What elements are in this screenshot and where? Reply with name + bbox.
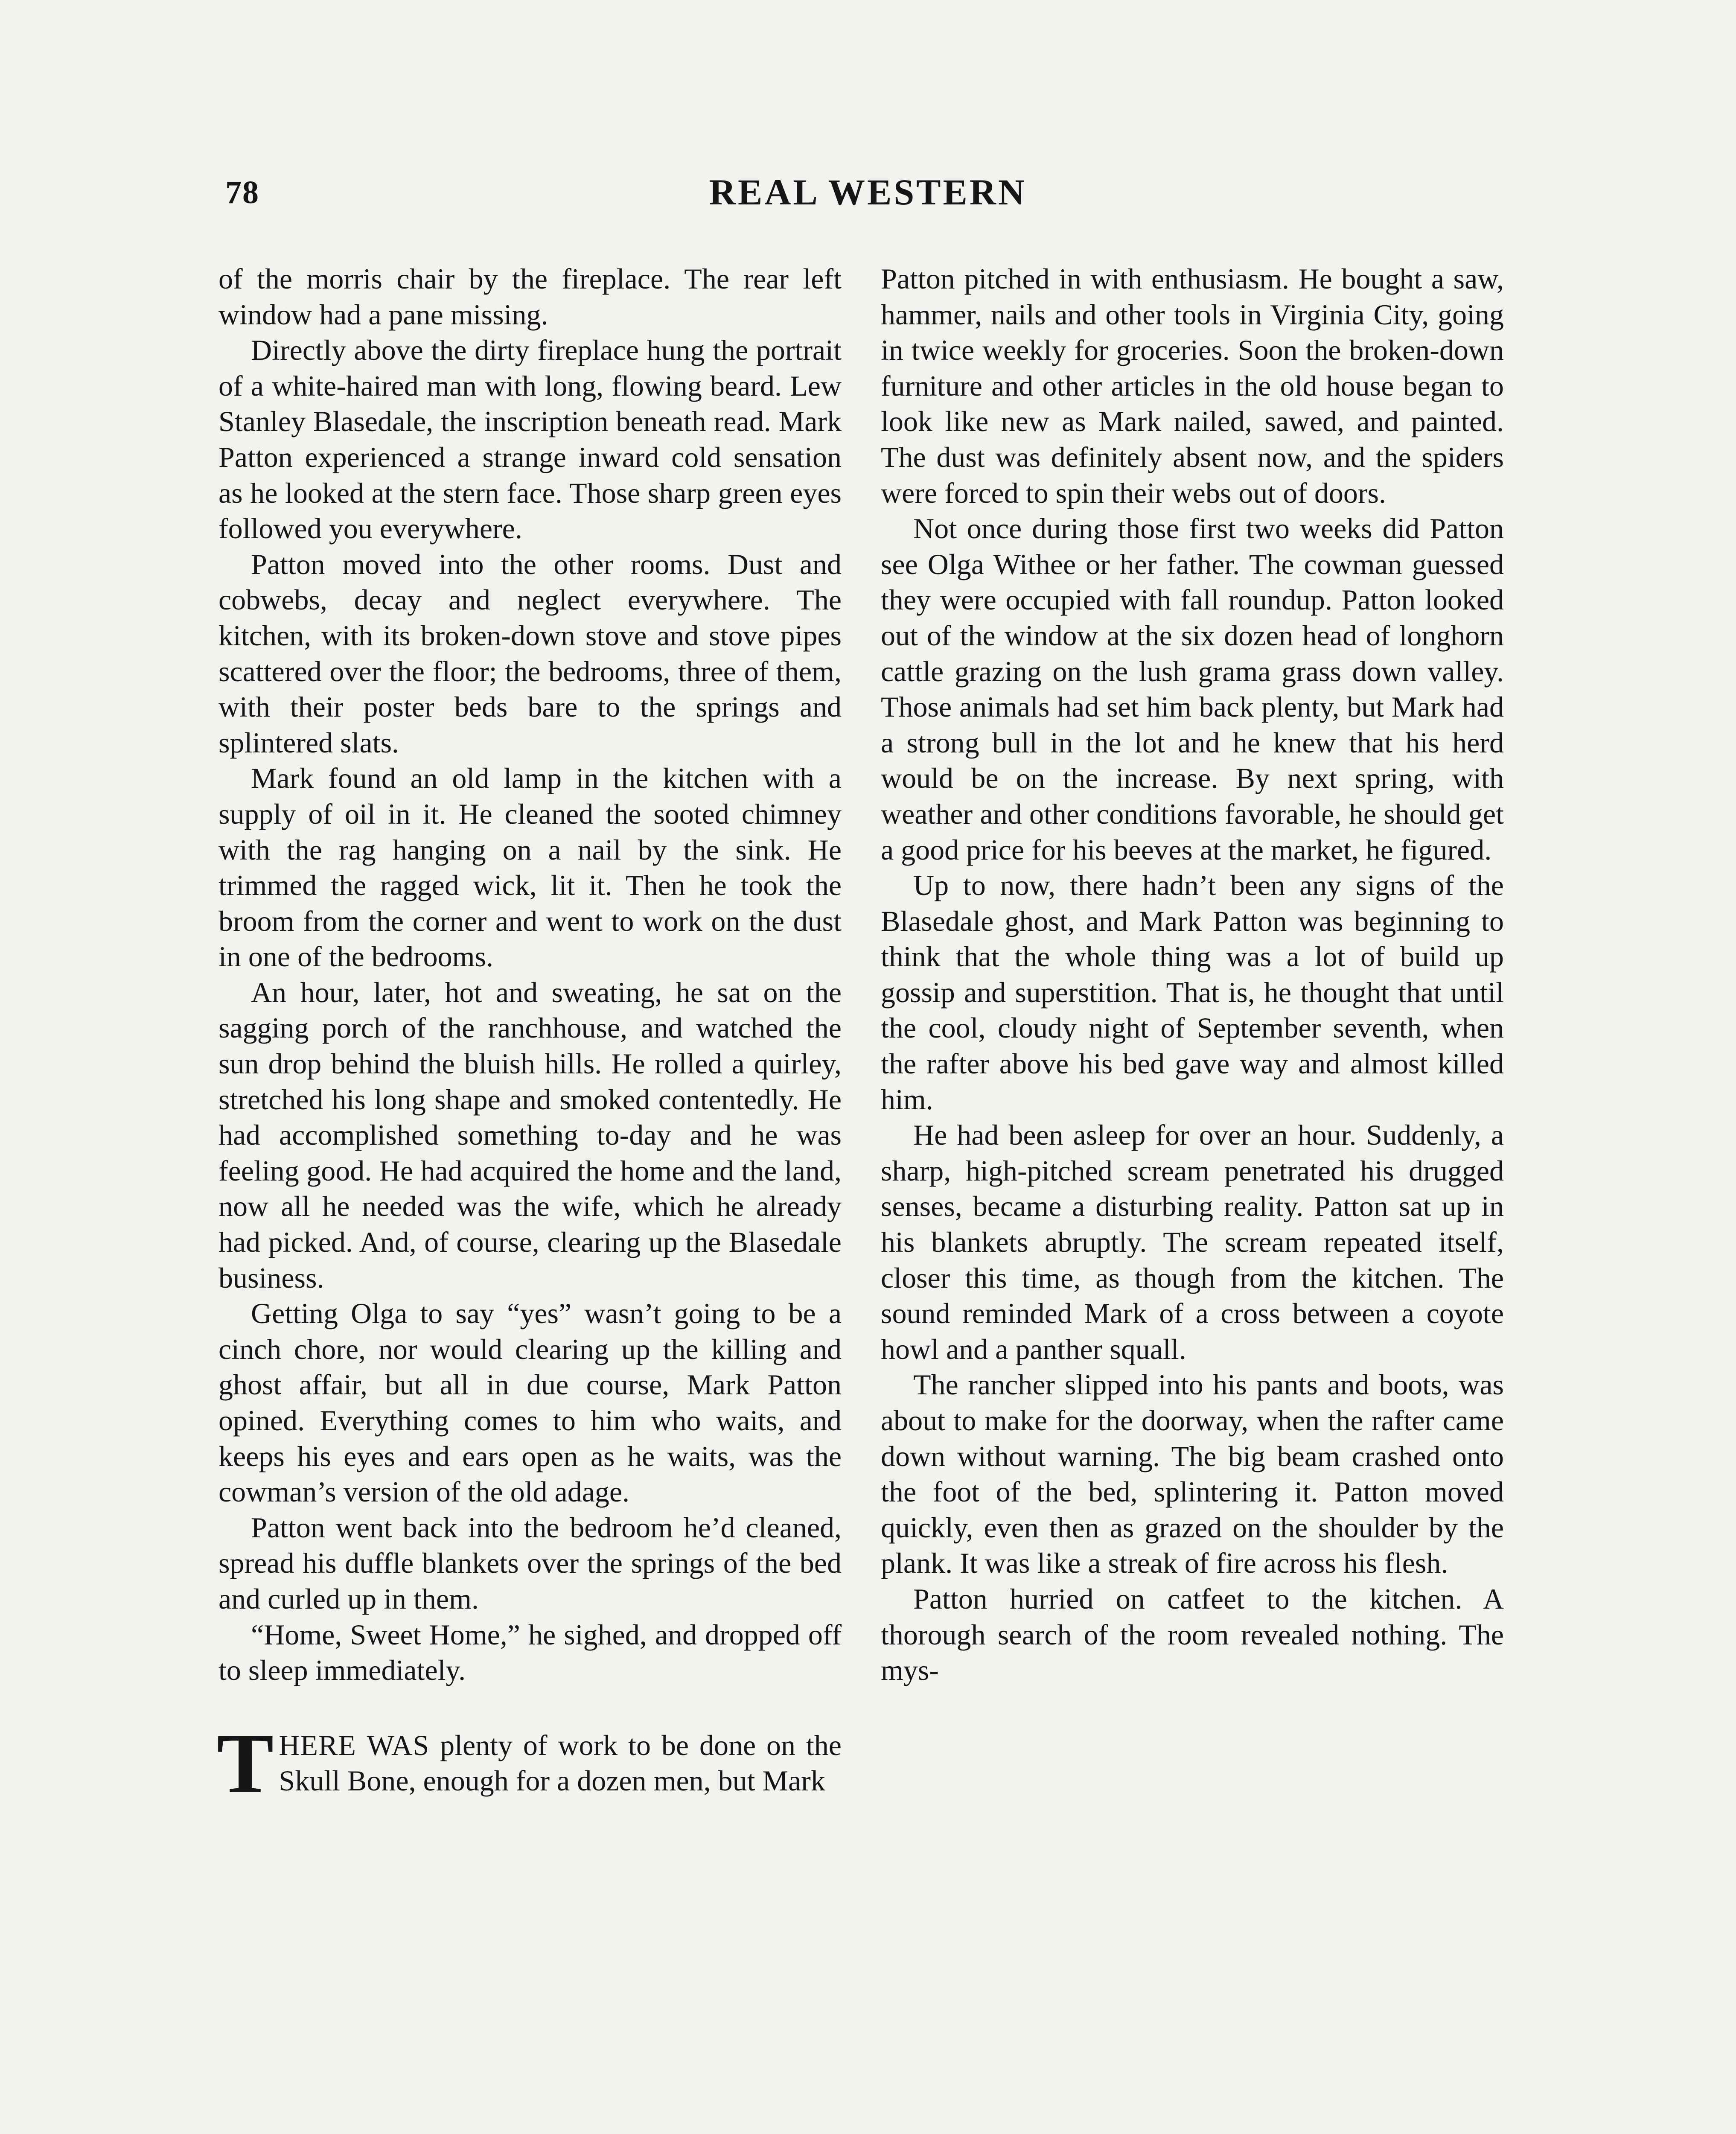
paragraph: Not once during those first two weeks did Patton see Olga Withee or her father. The cowman guessed they were occupied with fall roundup. Patton looked out of the window at the six dozen head of longhorn cattle grazing on the lush grama grass down valley. Those animals had set him back plenty, but Mark had a strong bull in the lot and he knew that his herd would be on the increase. By next spring, with weather and other conditions favorable, he should get a good price for his beeves at the market, he figured. (881, 512, 1504, 866)
paragraph: Directly above the dirty fireplace hung the portrait of a white-haired man with long, flowing beard. Lew Stanley Blasedale, the inscription beneath read. Mark Patton experienced a strange inward cold sensation as he looked at the stern face. Those sharp green eyes followed you everywhere. (218, 334, 842, 545)
page-header (0, 171, 1736, 222)
lead-in-words: HERE WAS (279, 1729, 430, 1761)
left-column (217, 261, 842, 1811)
paragraph: Patton pitched in with enthusiasm. He bought a saw, hammer, nails and other tools in Virginia City, going in twice weekly for groceries. Soon the broken-down furniture and other articles in the old house began to look like new as Mark nailed, sawed, and painted. The dust was definitely absent now, and the spiders were forced to spin their webs out of doors. (881, 262, 1504, 509)
paragraph: Patton went back into the bedroom he’d cleaned, spread his duffle blankets over the springs of the bed and curled up in them. (218, 1511, 842, 1615)
paragraph: Up to now, there hadn’t been any signs of the Blasedale ghost, and Mark Patton was beginning to think that the whole thing was a lot of build up gossip and superstition. That is, he thought that until the cool, cloudy night of September seventh, when the rafter above his bed gave way and almost killed him. (881, 869, 1504, 1116)
paragraph: Patton hurried on catfeet to the kitchen. A thorough search of the room revealed nothing. The mys- (881, 1582, 1504, 1687)
paragraph: The rancher slipped into his pants and boots, was about to make for the doorway, when the rafter came down without warning. The big beam crashed onto the foot of the bed, splintering it. Patton moved quickly, even then as grazed on the shoulder by the plank. It was like a streak of fire across his flesh. (881, 1368, 1504, 1580)
running-title: REAL WESTERN (709, 172, 1027, 213)
paragraph: of the morris chair by the fireplace. The rear left window had a pane missing. (218, 262, 842, 331)
paragraph: Patton moved into the other rooms. Dust and cobwebs, decay and neglect everywhere. The kitchen, with its broken-down stove and stove pipes scattered over the floor; the bedrooms, three of them, with their poster beds bare to the springs and splintered slats. (218, 548, 842, 759)
paragraph-text: plenty of work to be done on the Skull Bone, enough for a dozen men, but Mark (279, 1729, 842, 1797)
paragraph: “Home, Sweet Home,” he sighed, and dropped off to sleep immediately. (218, 1618, 842, 1687)
drop-cap: T (217, 1716, 274, 1811)
paragraph: An hour, later, hot and sweating, he sat on the sagging porch of the ranchhouse, and watched the sun drop behind the bluish hills. He rolled a quirley, stretched his long shape and smoked contentedly. He had accomplished something to-day and he was feeling good. He had acquired the home and the land, now all he needed was the wife, which he already had picked. And, of course, clearing up the Blasedale business. (218, 976, 842, 1294)
paragraph: Getting Olga to say “yes” wasn’t going to be a cinch chore, nor would clearing up the killing and ghost affair, but all in due course, Mark Patton opined. Everything comes to him who waits, and keeps his eyes and ears open as he waits, was the cowman’s version of the old adage. (218, 1297, 842, 1508)
paragraph: He had been asleep for over an hour. Suddenly, a sharp, high-pitched scream penetrated his drugged senses, became a disturbing reality. Patton sat up in his blankets abruptly. The scream repeated itself, closer this time, as though from the kitchen. The sound reminded Mark of a cross between a coyote howl and a panther squall. (881, 1119, 1504, 1365)
right-column (881, 261, 1504, 1688)
section-opening-paragraph (217, 1716, 842, 1811)
page-number: 78 (225, 175, 259, 210)
paragraph: Mark found an old lamp in the kitchen with a supply of oil in it. He cleaned the sooted chimney with the rag hanging on a nail by the sink. He trimmed the ragged wick, lit it. Then he took the broom from the corner and went to work on the dust in one of the bedrooms. (218, 762, 842, 973)
